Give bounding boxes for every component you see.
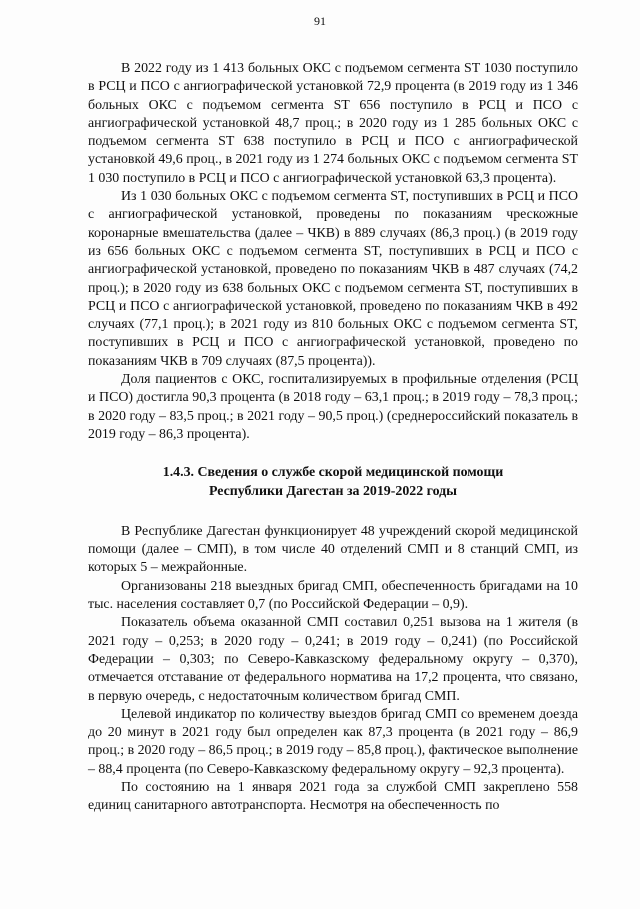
section-heading-line-1: 1.4.3. Сведения о службе скорой медицинской помощи [162,465,504,481]
paragraph-ambulance-fleet: По состоянию на 1 января 2021 года за службой СМП закреплено 558 единиц санитарного автотранспорта. Несмотря на обеспеченность по [88,779,578,814]
paragraph-specialized-hospitalization: Доля пациентов с ОКС, госпитализируемых в профильные отделения (РСЦ и ПСО) достигла 90,3 процента (в 2018 году – 63,1 проц.; в 2019 году – 78,3 проц.; в 2020 году – 83,5 проц.; в 2021 году – 90,5 проц.) (среднероссийский показатель в 2019 году – 86,3 процента). [88,372,578,442]
page-number: 91 [314,14,326,28]
paragraph-oks-admissions: В 2022 году из 1 413 больных ОКС с подъемом сегмента ST 1030 поступило в РСЦ и ПСО с ангиографической установкой 72,9 процента (в 2019 году из 1 346 больных ОКС с подъемом сегмента ST 656 поступило в РСЦ и ПСО с ангиографической установкой 48,7 проц.; в 2020 году из 1 285 больных ОКС с подъемом сегмента ST 638 поступило в РСЦ и ПСО с ангиографической установкой 49,6 проц., в 2021 году из 1 274 больных ОКС с подъемом сегмента ST 1 030 поступило в РСЦ и ПСО с ангиографической установкой 63,3 процента). [88,61,578,186]
document-body [88,60,578,816]
section-heading-line-2: Республики Дагестан за 2019-2022 годы [208,483,458,499]
paragraph-ems-teams: Организованы 218 выездных бригад СМП, обеспеченность бригадами на 10 тыс. населения составляет 0,7 (по Российской Федерации – 0,9). [88,578,578,613]
paragraph-arrival-time-indicator: Целевой индикатор по количеству выездов бригад СМП со временем доезда до 20 минут в 2021 году был определен как 87,3 процента (в 2021 году – 86,9 проц.; в 2020 году – 86,5 проц.; в 2019 году – 85,8 проц.), фактическое выполнение – 88,4 процента (по Северо-Кавказскому федеральному округу – 92,3 процента). [88,706,579,777]
paragraph-ems-institutions: В Республике Дагестан функционирует 48 учреждений скорой медицинской помощи (далее – СМП), в том числе 40 отделений СМП и 8 станций СМП, из которых 5 – межрайонные. [88,523,578,576]
paragraph-pci-procedures: Из 1 030 больных ОКС с подъемом сегмента ST, поступивших в РСЦ и ПСО с ангиографической установкой, проведены по показаниям чрескожные коронарные вмешательства (далее – ЧКВ) в 889 случаях (86,3 проц.) (в 2019 году из 656 больных ОКС с подъемом сегмента ST, поступивших в РСЦ и ПСО с ангиографической установкой, проведено по показаниям ЧКВ в 487 случаях (74,2 проц.); в 2020 году из 638 больных ОКС с подъемом сегмента ST, поступивших в РСЦ и ПСО с ангиографической установкой, проведено по показаниям ЧКВ в 492 случаях (77,1 проц.); в 2021 году из 810 больных ОКС с подъемом сегмента ST, поступивших в РСЦ и ПСО с ангиографической установкой, проведено по показаниям ЧКВ в 709 случаях (87,5 процента)). [88,189,578,369]
paragraph-ems-call-volume: Показатель объема оказанной СМП составил 0,251 вызова на 1 жителя (в 2021 году – 0,253; в 2020 году – 0,241; в 2019 году – 0,241) (по Российской Федерации – 0,303; по Северо-Кавказскому федеральному округу – 0,370), отмечается отставание от федерального норматива на 17,2 процента, что связано, в первую очередь, с недостаточным количеством бригад СМП. [88,615,578,704]
section-heading [88,464,578,501]
